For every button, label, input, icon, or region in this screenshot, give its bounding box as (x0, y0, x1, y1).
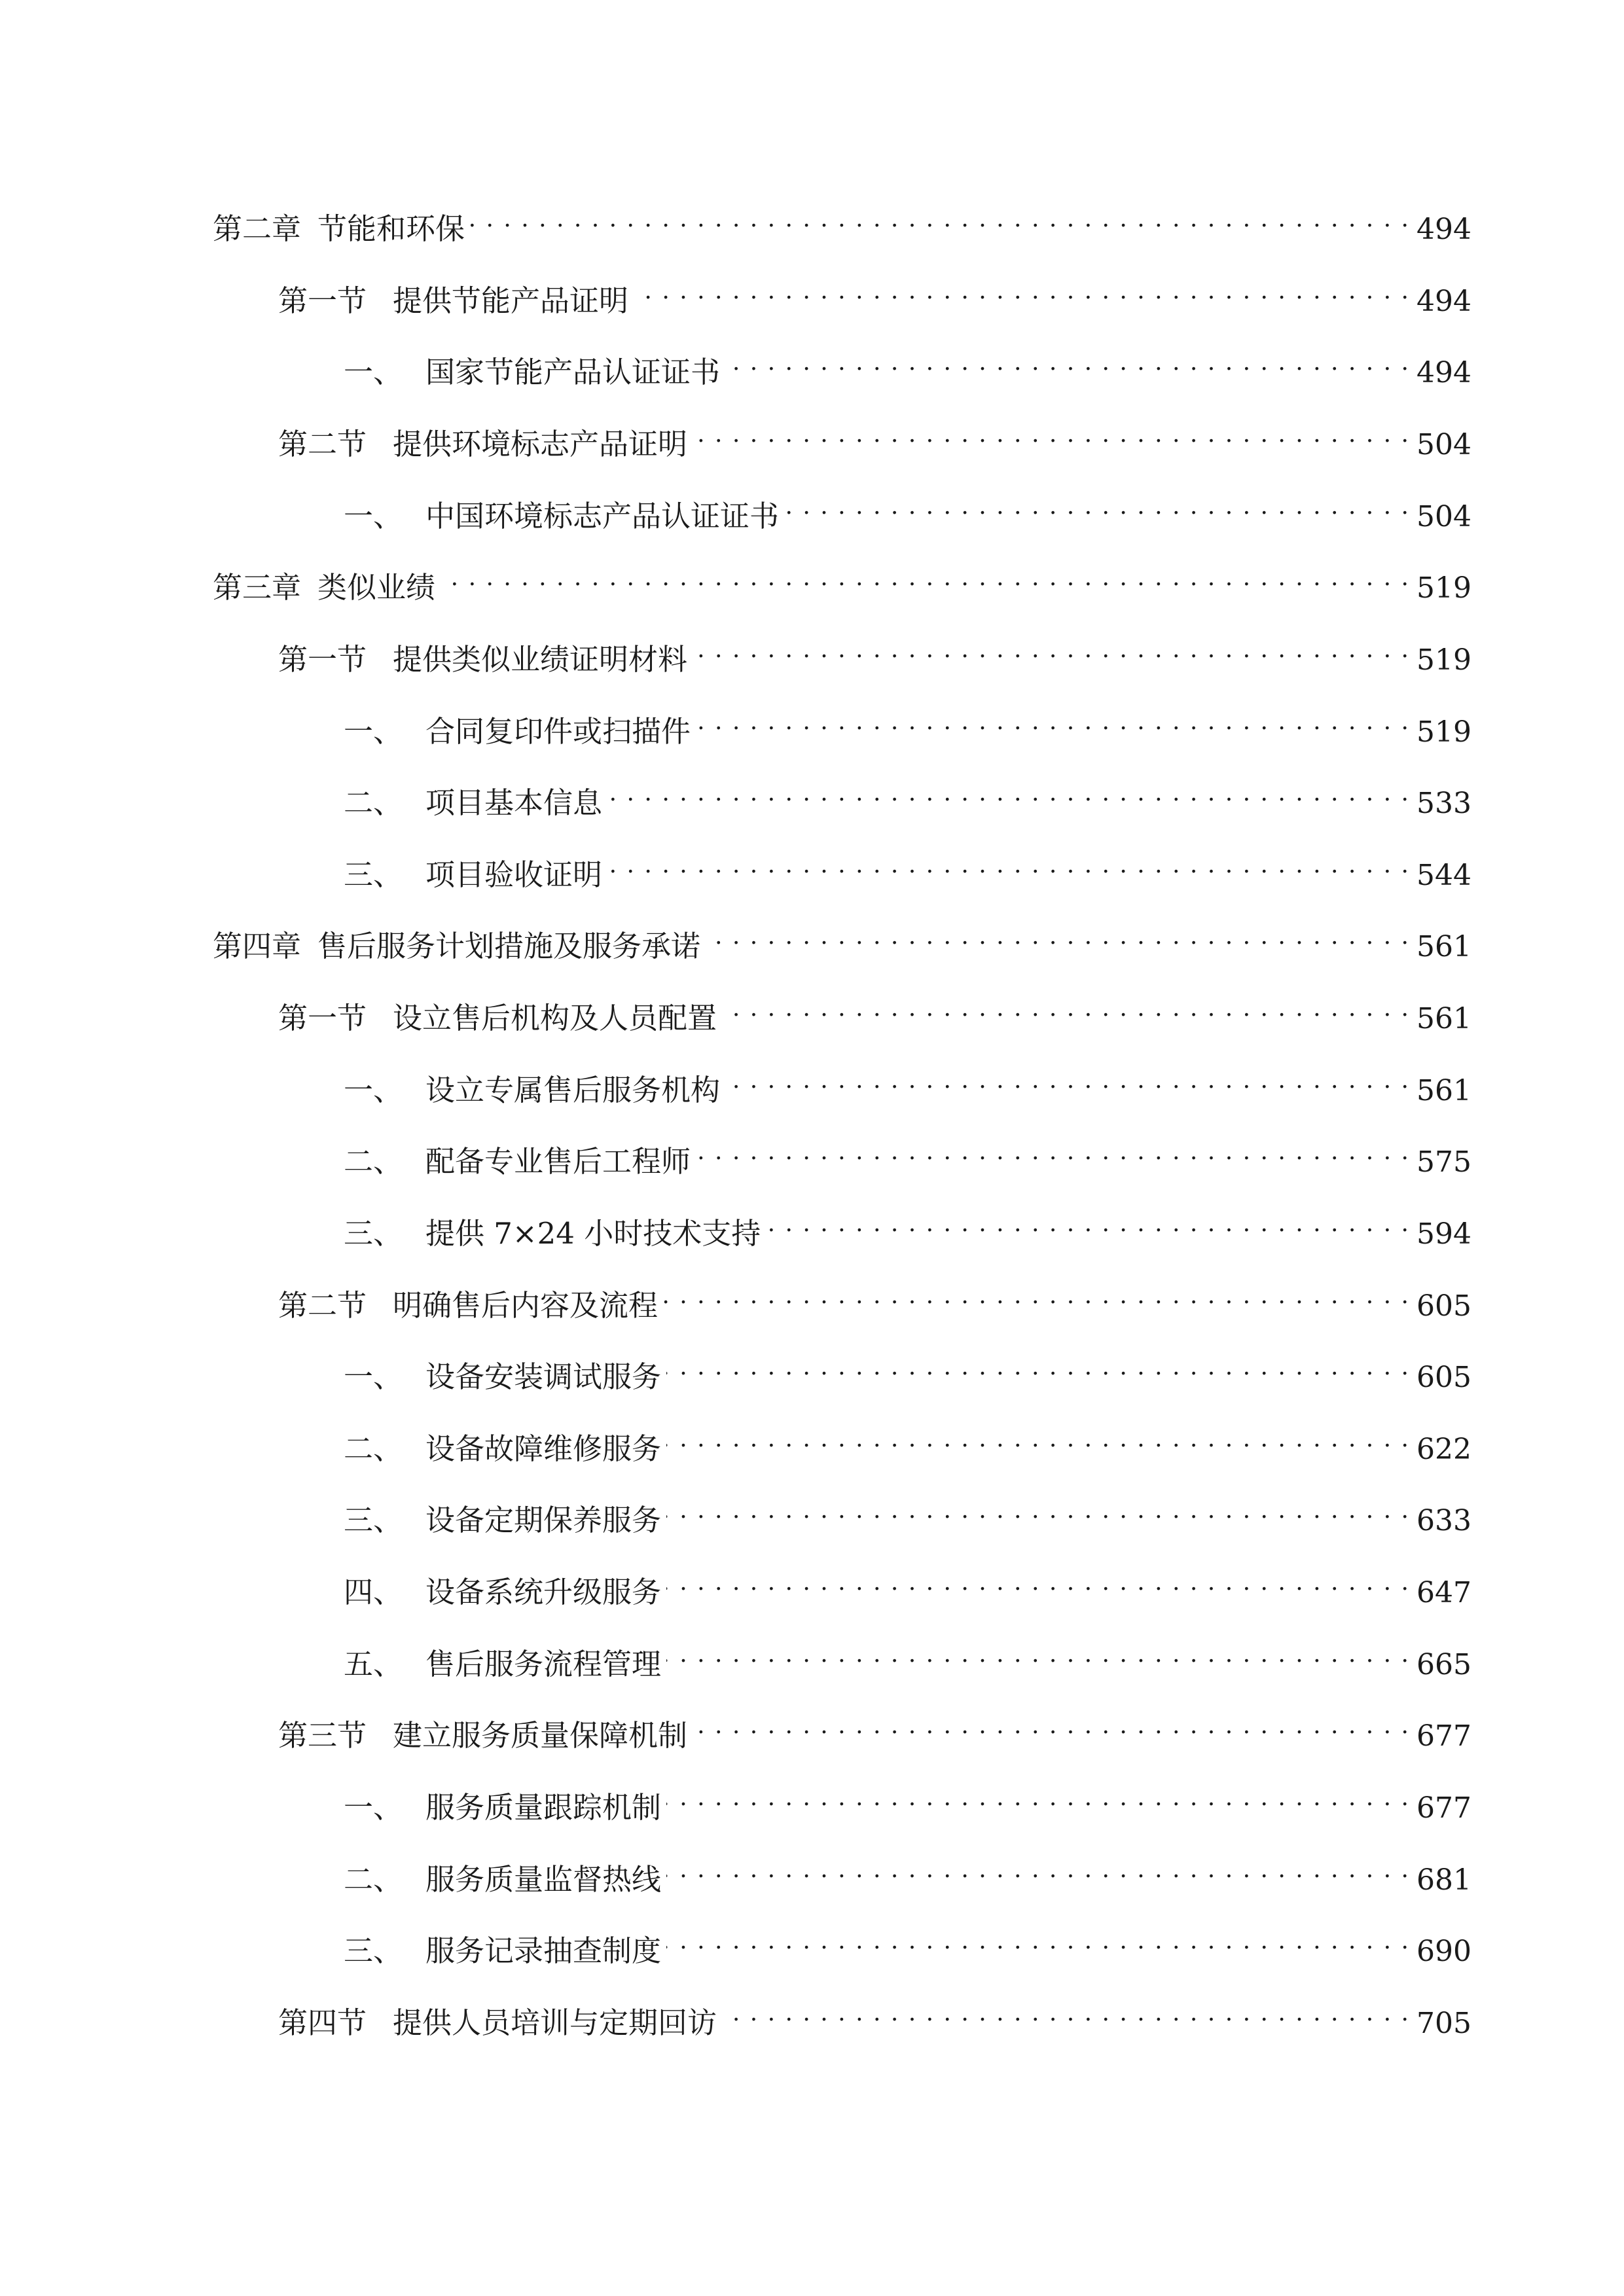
dot-leader (693, 415, 1410, 454)
toc-chapter-entry[interactable] (213, 917, 1471, 963)
toc-entry-title: 国家节能产品认证证书 (425, 355, 721, 389)
toc-entry-title: 设立售后机构及人员配置 (393, 1001, 717, 1035)
toc-entry-page: 690 (1416, 1935, 1471, 1968)
toc-entry-title: 提供人员培训与定期回访 (393, 2005, 717, 2040)
toc-entry-number: 第三章 (213, 570, 302, 605)
toc-entry-title: 项目验收证明 (425, 857, 603, 892)
dot-leader (693, 630, 1410, 670)
toc-entry-page: 681 (1416, 1863, 1471, 1897)
toc-entry-page: 647 (1416, 1576, 1471, 1609)
toc-entry-title: 设备系统升级服务 (425, 1575, 662, 1609)
toc-item-entry[interactable] (344, 1850, 1471, 1897)
toc-entry-title: 节能和环保 (317, 211, 465, 246)
dot-leader (607, 774, 1410, 813)
toc-section-entry[interactable] (278, 415, 1471, 461)
dot-leader (666, 1850, 1410, 1890)
dot-leader (784, 487, 1410, 526)
toc-entry-number: 三、 (344, 1216, 403, 1251)
toc-entry-title: 提供环境标志产品证明 (393, 427, 688, 461)
toc-item-entry[interactable] (344, 702, 1471, 749)
toc-item-entry[interactable] (344, 1204, 1471, 1251)
toc-entry-title: 提供类似业绩证明材料 (393, 642, 688, 677)
toc-entry-page: 594 (1416, 1217, 1471, 1251)
toc-entry-title: 设备故障维修服务 (425, 1431, 662, 1466)
toc-entry-number: 第一节 (278, 1001, 367, 1035)
toc-chapter-entry[interactable] (213, 558, 1471, 605)
toc-entry-title: 提供 7×24 小时技术支持 (425, 1216, 761, 1251)
toc-entry-number: 二、 (344, 1862, 403, 1897)
toc-entry-page: 544 (1416, 859, 1471, 892)
toc-entry-number: 二、 (344, 1144, 403, 1179)
toc-entry-title: 提供节能产品证明 (393, 283, 629, 318)
toc-entry-page: 504 (1416, 500, 1471, 533)
toc-entry-number: 第一节 (278, 283, 367, 318)
dot-leader (696, 702, 1410, 742)
toc-item-entry[interactable] (344, 1348, 1471, 1394)
dot-leader (722, 989, 1410, 1028)
toc-entry-page: 677 (1416, 1791, 1471, 1825)
toc-entry-number: 第二节 (278, 427, 367, 461)
toc-entry-title: 配备专业售后工程师 (425, 1144, 691, 1179)
toc-entry-page: 519 (1416, 715, 1471, 749)
toc-item-entry[interactable] (344, 1132, 1471, 1179)
toc-item-entry[interactable] (344, 1922, 1471, 1968)
dot-leader (470, 200, 1410, 239)
toc-item-entry[interactable] (344, 343, 1471, 389)
toc-item-entry[interactable] (344, 1778, 1471, 1825)
toc-entry-number: 第四章 (213, 929, 302, 963)
toc-entry-number: 一、 (344, 355, 403, 389)
dot-leader (766, 1204, 1410, 1244)
dot-leader (666, 1348, 1410, 1387)
toc-entry-number: 五、 (344, 1647, 403, 1681)
toc-item-entry[interactable] (344, 1563, 1471, 1609)
toc-chapter-entry[interactable] (213, 200, 1471, 246)
toc-entry-number: 三、 (344, 857, 403, 892)
toc-entry-page: 605 (1416, 1361, 1471, 1394)
toc-entry-title: 中国环境标志产品认证证书 (425, 499, 780, 533)
toc-entry-number: 一、 (344, 714, 403, 749)
dot-leader (706, 917, 1410, 956)
toc-section-entry[interactable] (278, 630, 1471, 677)
toc-entry-number: 第四节 (278, 2005, 367, 2040)
toc-entry-title: 售后服务计划措施及服务承诺 (317, 929, 701, 963)
toc-entry-page: 622 (1416, 1433, 1471, 1466)
toc-entry-title: 合同复印件或扫描件 (425, 714, 691, 749)
toc-item-entry[interactable] (344, 1491, 1471, 1537)
toc-entry-number: 第一节 (278, 642, 367, 677)
toc-entry-number: 二、 (344, 1431, 403, 1466)
toc-item-entry[interactable] (344, 1061, 1471, 1107)
toc-entry-page: 605 (1416, 1289, 1471, 1323)
toc-entry-number: 三、 (344, 1503, 403, 1537)
dot-leader (725, 1061, 1410, 1100)
dot-leader (663, 1276, 1410, 1316)
dot-leader (696, 1132, 1410, 1172)
toc-entry-title: 服务质量监督热线 (425, 1862, 662, 1897)
toc-entry-number: 第二节 (278, 1288, 367, 1323)
toc-entry-page: 561 (1416, 1074, 1471, 1107)
toc-entry-page: 504 (1416, 428, 1471, 461)
toc-entry-page: 575 (1416, 1145, 1471, 1179)
toc-section-entry[interactable] (278, 1994, 1471, 2040)
dot-leader (666, 1922, 1410, 1961)
toc-entry-number: 一、 (344, 1359, 403, 1394)
toc-item-entry[interactable] (344, 774, 1471, 820)
dot-leader (666, 1491, 1410, 1530)
toc-entry-page: 519 (1416, 643, 1471, 677)
toc-item-entry[interactable] (344, 846, 1471, 892)
toc-entry-page: 705 (1416, 2007, 1471, 2040)
toc-section-entry[interactable] (278, 989, 1471, 1035)
toc-entry-title: 设备安装调试服务 (425, 1359, 662, 1394)
dot-leader (607, 846, 1410, 885)
dot-leader (634, 272, 1410, 311)
toc-entry-number: 四、 (344, 1575, 403, 1609)
toc-entry-title: 设备定期保养服务 (425, 1503, 662, 1537)
toc-entry-number: 三、 (344, 1933, 403, 1968)
toc-entry-page: 561 (1416, 930, 1471, 963)
dot-leader (666, 1778, 1410, 1818)
dot-leader (666, 1635, 1410, 1674)
toc-entry-page: 494 (1416, 213, 1471, 246)
toc-entry-title: 服务质量跟踪机制 (425, 1790, 662, 1825)
toc-entry-number: 一、 (344, 1790, 403, 1825)
toc-entry-page: 665 (1416, 1648, 1471, 1681)
toc-section-entry[interactable] (278, 1276, 1471, 1323)
toc-entry-number: 一、 (344, 499, 403, 533)
toc-entry-number: 第二章 (213, 211, 302, 246)
toc-entry-page: 533 (1416, 787, 1471, 820)
toc-section-entry[interactable] (278, 272, 1471, 318)
toc-entry-page: 633 (1416, 1504, 1471, 1537)
toc-entry-number: 第三节 (278, 1718, 367, 1753)
toc-entry-page: 494 (1416, 356, 1471, 389)
toc-entry-title: 建立服务质量保障机制 (393, 1718, 688, 1753)
dot-leader (722, 1994, 1410, 2033)
toc-section-entry[interactable] (278, 1706, 1471, 1753)
dot-leader (666, 1420, 1410, 1459)
toc-entry-page: 677 (1416, 1719, 1471, 1753)
dot-leader (725, 343, 1410, 382)
toc-entry-title: 项目基本信息 (425, 785, 603, 820)
toc-entry-number: 二、 (344, 785, 403, 820)
toc-item-entry[interactable] (344, 1635, 1471, 1681)
toc-item-entry[interactable] (344, 487, 1471, 533)
dot-leader (693, 1706, 1410, 1746)
toc-entry-page: 519 (1416, 571, 1471, 605)
toc-entry-page: 561 (1416, 1002, 1471, 1035)
toc-entry-title: 售后服务流程管理 (425, 1647, 662, 1681)
dot-leader (666, 1563, 1410, 1602)
dot-leader (441, 558, 1410, 598)
toc-entry-title: 服务记录抽查制度 (425, 1933, 662, 1968)
toc-entry-title: 设立专属售后服务机构 (425, 1073, 721, 1107)
toc-entry-number: 一、 (344, 1073, 403, 1107)
toc-entry-page: 494 (1416, 285, 1471, 318)
toc-item-entry[interactable] (344, 1420, 1471, 1466)
toc-entry-title: 类似业绩 (317, 570, 436, 605)
toc-entry-title: 明确售后内容及流程 (393, 1288, 659, 1323)
